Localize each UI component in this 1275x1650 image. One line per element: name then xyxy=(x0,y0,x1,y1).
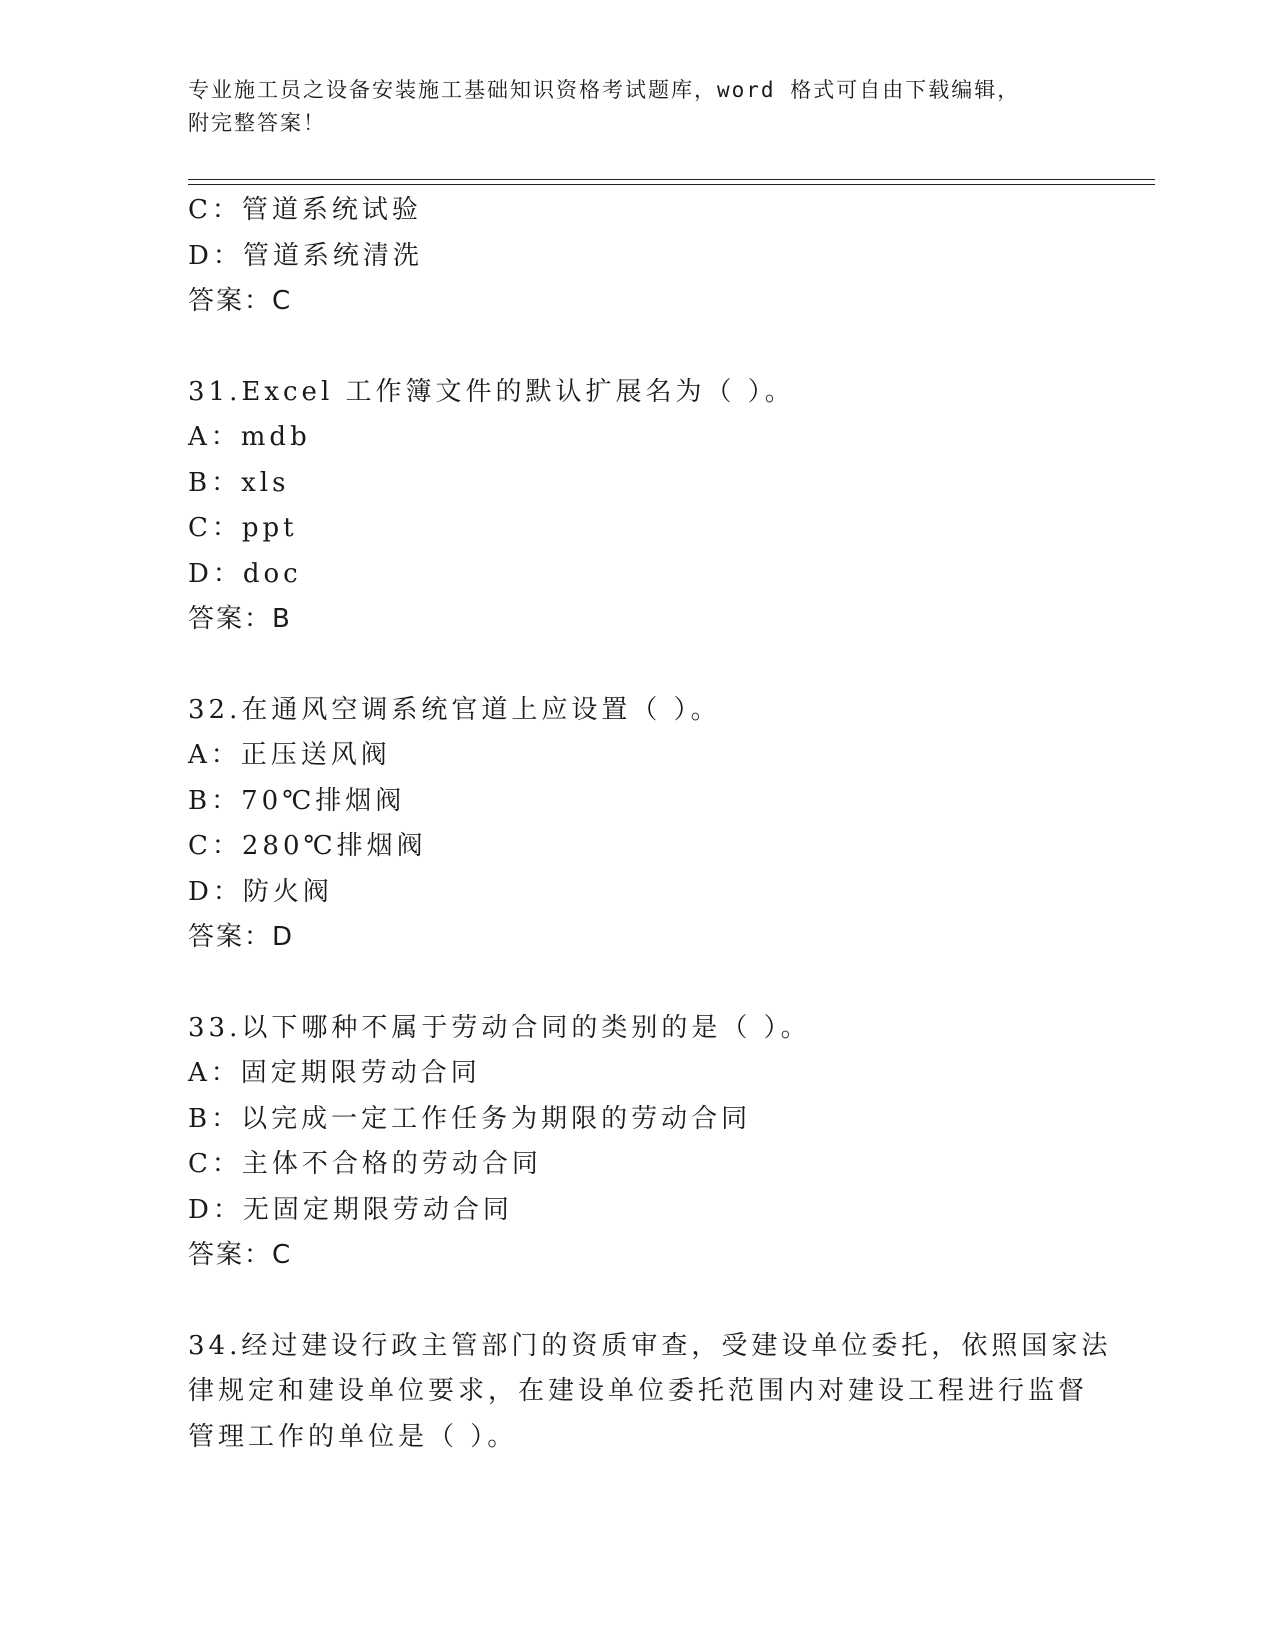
previous-question-continuation xyxy=(188,188,1088,325)
header-divider-top xyxy=(188,179,1155,180)
question-stem-line-1: 34.经过建设行政主管部门的资质审查，受建设单位委托，依照国家法 xyxy=(188,1330,1112,1361)
spacer xyxy=(188,961,1088,1006)
question-34 xyxy=(188,1324,1112,1461)
answer-line: 答案：C xyxy=(188,286,293,316)
spacer xyxy=(188,325,1088,370)
option-a: A：正压送风阀 xyxy=(188,740,391,770)
question-32 xyxy=(188,688,1088,961)
spacer xyxy=(188,1279,1088,1324)
question-stem: 33.以下哪种不属于劳动合同的类别的是（ ）。 xyxy=(188,1012,811,1043)
question-stem-line-3: 管理工作的单位是（ ）。 xyxy=(188,1421,518,1452)
header-line-2: 附完整答案！ xyxy=(188,111,326,135)
option-b: B：70℃排烟阀 xyxy=(188,785,406,816)
option-d: D：管道系统清洗 xyxy=(188,240,423,271)
question-31 xyxy=(188,370,1088,643)
question-33 xyxy=(188,1006,1088,1279)
option-d: D：doc xyxy=(188,558,302,589)
document-header xyxy=(188,74,1088,140)
question-list xyxy=(188,188,1112,1460)
option-c: C：280℃排烟阀 xyxy=(188,831,427,861)
spacer xyxy=(188,643,1088,688)
option-c: C：ppt xyxy=(188,513,298,543)
header-line-1: 专业施工员之设备安装施工基础知识资格考试题库，word 格式可自由下载编辑， xyxy=(188,78,1021,102)
option-a: A：固定期限劳动合同 xyxy=(188,1058,481,1088)
question-stem: 31.Excel 工作簿文件的默认扩展名为（ ）。 xyxy=(188,376,795,407)
option-a: A：mdb xyxy=(188,422,311,452)
option-c: C：管道系统试验 xyxy=(188,195,422,225)
answer-line: 答案：D xyxy=(188,922,295,952)
option-d: D：无固定期限劳动合同 xyxy=(188,1194,513,1225)
option-b: B：xls xyxy=(188,467,290,498)
answer-line: 答案：B xyxy=(188,604,292,634)
option-b: B：以完成一定工作任务为期限的劳动合同 xyxy=(188,1103,752,1134)
question-stem-line-2: 律规定和建设单位要求，在建设单位委托范围内对建设工程进行监督 xyxy=(188,1376,1089,1406)
option-d: D：防火阀 xyxy=(188,876,333,907)
option-c: C：主体不合格的劳动合同 xyxy=(188,1149,542,1179)
header-divider-bottom xyxy=(188,184,1155,185)
answer-line: 答案：C xyxy=(188,1240,293,1270)
question-stem: 32.在通风空调系统官道上应设置（ ）。 xyxy=(188,694,721,725)
